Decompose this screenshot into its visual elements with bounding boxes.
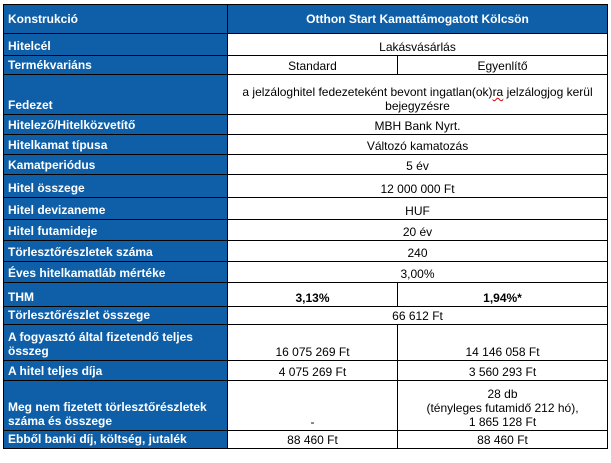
banki-dij-egyenlito: 88 460 Ft xyxy=(398,431,608,449)
table-row xyxy=(4,75,608,115)
row-label-hitel-osszege: Hitel összege xyxy=(4,175,228,198)
unpaid-amount: 1 865 128 Ft xyxy=(468,415,537,429)
value-kamatperiodus: 5 év xyxy=(228,155,608,175)
thm-standard: 3,13% xyxy=(228,283,398,307)
value-hitel-osszege: 12 000 000 Ft xyxy=(228,175,608,198)
row-label-hitelezo: Hitelező/Hitelközvetítő xyxy=(4,115,228,135)
row-label-thm: THM xyxy=(4,283,228,307)
row-label-banki-dij: Ebből banki díj, költség, jutalék xyxy=(4,431,228,449)
row-label-meg-nem-fizetett: Meg nem fizetett törlesztőrészletek száma és összege xyxy=(4,381,228,431)
value-fedezet xyxy=(228,75,608,115)
row-label-kamatperiodus: Kamatperiódus xyxy=(4,155,228,175)
row-label-torleszto-osszege: Törlesztőrészlet összege xyxy=(4,307,228,325)
table-row xyxy=(4,431,608,449)
product-name: Otthon Start Kamattámogatott Kölcsön xyxy=(228,5,608,34)
unpaid-count: 28 db xyxy=(487,387,518,401)
table-row xyxy=(4,325,608,361)
table-row xyxy=(4,198,608,220)
table-row xyxy=(4,262,608,283)
fedezet-text-end: jelzálogjog kerül bejegyzésre xyxy=(385,85,593,113)
row-label-termekvarians: Termékvariáns xyxy=(4,56,228,75)
row-label-devizanem: Hitel devizaneme xyxy=(4,198,228,220)
fizetendo-standard: 16 075 269 Ft xyxy=(228,325,398,361)
value-hitelcel: Lakásvásárlás xyxy=(228,34,608,56)
teljes-dija-egyenlito: 3 560 293 Ft xyxy=(398,361,608,381)
row-label-torleszto-szama: Törlesztőrészletek száma xyxy=(4,241,228,262)
row-label-eves-hitelkamat: Éves hitelkamatláb mértéke xyxy=(4,262,228,283)
table-row xyxy=(4,155,608,175)
variant-standard: Standard xyxy=(228,56,398,75)
variant-egyenlito: Egyenlítő xyxy=(398,56,608,75)
value-eves-hitelkamat: 3,00% xyxy=(228,262,608,283)
table-row xyxy=(4,241,608,262)
row-label-fizetendo-teljes: A fogyasztó által fizetendő teljes összeg xyxy=(4,325,228,361)
spellcheck-underlined-text: ra xyxy=(492,85,504,99)
construction-label: Konstrukció xyxy=(4,5,228,34)
row-label-futamido: Hitel futamideje xyxy=(4,220,228,241)
table-row xyxy=(4,56,608,75)
table-row xyxy=(4,34,608,56)
table-row xyxy=(4,361,608,381)
table-row xyxy=(4,220,608,241)
table-row xyxy=(4,283,608,307)
fizetendo-egyenlito: 14 146 058 Ft xyxy=(398,325,608,361)
loan-info-table xyxy=(3,4,608,449)
meg-nem-fizetett-standard: - xyxy=(228,381,398,431)
header-row xyxy=(4,5,608,34)
table-row xyxy=(4,175,608,198)
row-label-hitelkamat-tipusa: Hitelkamat típusa xyxy=(4,135,228,155)
value-devizanem: HUF xyxy=(228,198,608,220)
value-futamido: 20 év xyxy=(228,220,608,241)
thm-egyenlito: 1,94%* xyxy=(398,283,608,307)
fedezet-text-start: a jelzáloghitel fedezeteként bevont ingatlan(ok) xyxy=(242,85,493,99)
teljes-dija-standard: 4 075 269 Ft xyxy=(228,361,398,381)
unpaid-actual-term: (tényleges futamidő 212 hó), xyxy=(426,401,579,415)
value-torleszto-szama: 240 xyxy=(228,241,608,262)
meg-nem-fizetett-egyenlito xyxy=(398,381,608,431)
row-label-fedezet: Fedezet xyxy=(4,75,228,115)
row-label-hitelcel: Hitelcél xyxy=(4,34,228,56)
table-row xyxy=(4,381,608,431)
banki-dij-standard: 88 460 Ft xyxy=(228,431,398,449)
table-row xyxy=(4,135,608,155)
value-torleszto-osszege: 66 612 Ft xyxy=(228,307,608,325)
value-hitelezo: MBH Bank Nyrt. xyxy=(228,115,608,135)
row-label-teljes-dija: A hitel teljes díja xyxy=(4,361,228,381)
value-hitelkamat-tipusa: Változó kamatozás xyxy=(228,135,608,155)
table-row xyxy=(4,115,608,135)
table-row xyxy=(4,307,608,325)
